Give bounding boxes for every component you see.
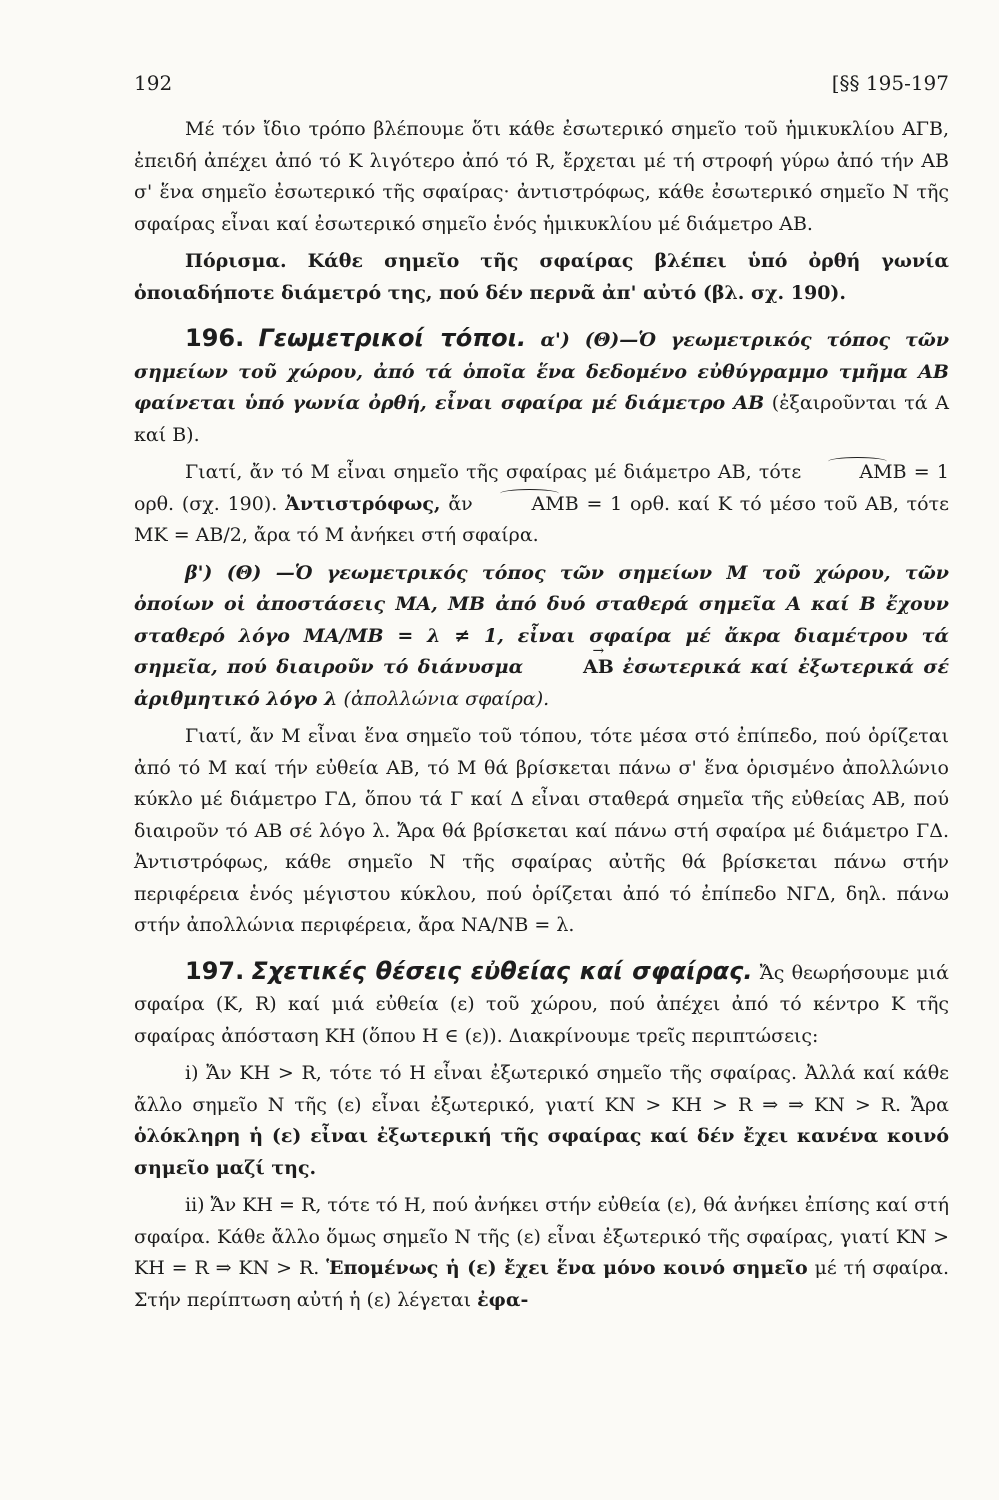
angle-amb-1: ΑΜΒ [808, 457, 906, 489]
section-196-number: 196. [185, 324, 245, 352]
case-ii-text-2: μέ τή σφαίρα. Στήν περίπτωση αὐτή ἡ (ε) λέγεται [134, 1257, 949, 1311]
theorem-196a-exclusion: (ἐξαιροῦνται τά Α καί Β). [134, 392, 949, 446]
theorem-196b-statement: β') (Θ) —Ὁ γεωμετρικός τόπος τῶν σημείων Μ τοῦ χώρου, τῶν ὁποίων οἱ ἀποστάσεις ΜΑ, ΜΒ ἀπό δυό σταθερά σημεῖα Α καί Β ἔχουν σταθερό λόγο ΜΑ/ΜΒ = λ ≠ 1, εἶναι σφαίρα μέ ἄκρα διαμέτρου τά σημεῖα, πού διαιροῦν τό διάνυσμα [134, 561, 949, 678]
section-197-number: 197. [185, 956, 245, 985]
case-ii-term: ἐφα- [477, 1288, 529, 1311]
section-196-title: Γεωμετρικοί τόποι. [258, 324, 527, 352]
case-i-text: i) Ἄν ΚΗ > R, τότε τό Η εἶναι ἐξωτερικό σημεῖο τῆς σφαίρας. Ἀλλά καί κάθε ἄλλο σημεῖο Ν τῆς (ε) εἶναι ἐξωτερικό, γιατί ΚΝ > ΚΗ > R ⇒ ⇒ ΚΝ > R. Ἄρα [134, 1062, 949, 1116]
proof-196a-text-1: Γιατί, ἄν τό Μ εἶναι σημεῖο τῆς σφαίρας μέ διάμετρο ΑΒ, τότε [185, 461, 802, 483]
book-page [134, 70, 949, 1316]
proof-196a-paragraph [134, 457, 949, 552]
theorem-196b-statement-2: ἐσωτερικά καί ἐξωτερικά σέ ἀριθμητικό λόγο λ [134, 656, 949, 710]
corollary-paragraph: Πόρισμα. Κάθε σημεῖο τῆς σφαίρας βλέπει ὑπό ὀρθή γωνία ὁποιαδήποτε διάμετρό της, πού δέν περνᾶ ἀπ' αὐτό (βλ. σχ. 190). [134, 250, 949, 304]
section-196-heading-paragraph [134, 323, 949, 451]
paragraph-hemisphere-interior: Μέ τόν ἴδιο τρόπο βλέπουμε ὅτι κάθε ἐσωτερικό σημεῖο τοῦ ἡμικυκλίου ΑΓΒ, ἐπειδή ἀπέχει ἀπό τό Κ λιγότερο ἀπό τό R, ἔρχεται μέ τή στροφή γύρω ἀπό τήν ΑΒ σ' ἕνα σημεῖο ἐσωτερικό τῆς σφαίρας· ἀντιστρόφως, κάθε ἐσωτερικό σημεῖο Ν τῆς σφαίρας εἶναι καί ἐσωτερικό σημεῖο ἑνός ἡμικυκλίου μέ διάμετρο ΑΒ. [134, 118, 949, 235]
angle-amb-2: ΑΜΒ [481, 489, 579, 521]
proof-196a-text-2: = 1 ορθ. (σχ. 190). [134, 461, 949, 515]
case-ii-conclusion: Ἑπομένως ἡ (ε) ἔχει ἕνα μόνο κοινό σημεῖο [326, 1257, 808, 1279]
theorem-196a-statement: α') (Θ)—Ὁ γεωμετρικός τόπος τῶν σημείων τοῦ χώρου, ἀπό τά ὁποῖα ἕνα δεδομένο εὐθύγραμμο τμῆμα ΑΒ φαίνεται ὑπό γωνία ὀρθή, εἶναι σφαίρα μέ διάμετρο ΑΒ [134, 329, 950, 414]
case-i-paragraph [134, 1058, 949, 1184]
case-i-conclusion: ὁλόκληρη ἡ (ε) εἶναι ἐξωτερική τῆς σφαίρας καί δέν ἔχει κανένα κοινό σημεῖο μαζί της. [134, 1125, 949, 1179]
proof-196a-text-4: = 1 ορθ. καί Κ τό μέσο τοῦ ΑΒ, τότε ΜΚ = ΑΒ/2, ἄρα τό Μ ἀνήκει στή σφαίρα. [134, 492, 949, 546]
case-ii-paragraph [134, 1190, 949, 1316]
vector-ab: → ΑΒ [532, 652, 614, 684]
running-header [134, 70, 949, 96]
section-197-heading-paragraph [134, 956, 949, 1053]
conversely-label: Ἀντιστρόφως, [285, 492, 441, 515]
proof-196a-text-3: ἄν [448, 492, 473, 515]
proof-196b-paragraph: Γιατί, ἄν Μ εἶναι ἕνα σημεῖο τοῦ τόπου, τότε μέσα στό ἐπίπεδο, πού ὁρίζεται ἀπό τό Μ καί τήν εὐθεία ΑΒ, τό Μ θά βρίσκεται πάνω σ' ἕνα ὁρισμένο ἀπολλώνιο κύκλο μέ διάμετρο ΓΔ, ὅπου τά Γ καί Δ εἶναι σταθερά σημεῖα τῆς εὐθείας ΑΒ, πού διαιροῦν τό ΑΒ σέ λόγο λ. Ἄρα θά βρίσκεται καί πάνω στή σφαίρα μέ διάμετρο ΓΔ. Ἀντιστρόφως, κάθε σημεῖο Ν τῆς σφαίρας αὐτῆς θά βρίσκεται πάνω στήν περιφέρεια ἑνός μέγιστου κύκλου, πού ὁρίζεται ἀπό τό ἐπίπεδο ΝΓΔ, δηλ. πάνω στήν ἀπολλώνια περιφέρεια, ἄρα ΝΑ/ΝΒ = λ. [134, 725, 949, 936]
case-ii-text: ii) Ἄν ΚΗ = R, τότε τό Η, πού ἀνήκει στήν εὐθεία (ε), θά ἀνήκει ἐπίσης καί στή σφαίρα. Κάθε ἄλλο ὅμως σημεῖο Ν τῆς (ε) εἶναι ἐξωτερικό τῆς σφαίρας, γιατί ΚΝ > ΚΗ = R ⇒ ΚΝ > R. [134, 1194, 949, 1279]
section-range: [§§ 195-197 [831, 71, 949, 95]
section-197-intro: Ἄς θεωρήσουμε μιά σφαίρα (Κ, R) καί μιά εὐθεία (ε) τοῦ χώρου, πού ἀπέχει ἀπό τό κέντρο Κ τῆς σφαίρας ἀπόσταση ΚΗ (ὅπου Η ∈ (ε)). Διακρίνουμε τρεῖς περιπτώσεις: [134, 961, 949, 1047]
apollonian-sphere-label: (ἀπολλώνια σφαίρα). [343, 687, 550, 710]
theorem-196b-paragraph [134, 558, 949, 716]
section-197-title: Σχετικές θέσεις εὐθείας καί σφαίρας. [251, 956, 753, 985]
page-number: 192 [134, 71, 173, 95]
